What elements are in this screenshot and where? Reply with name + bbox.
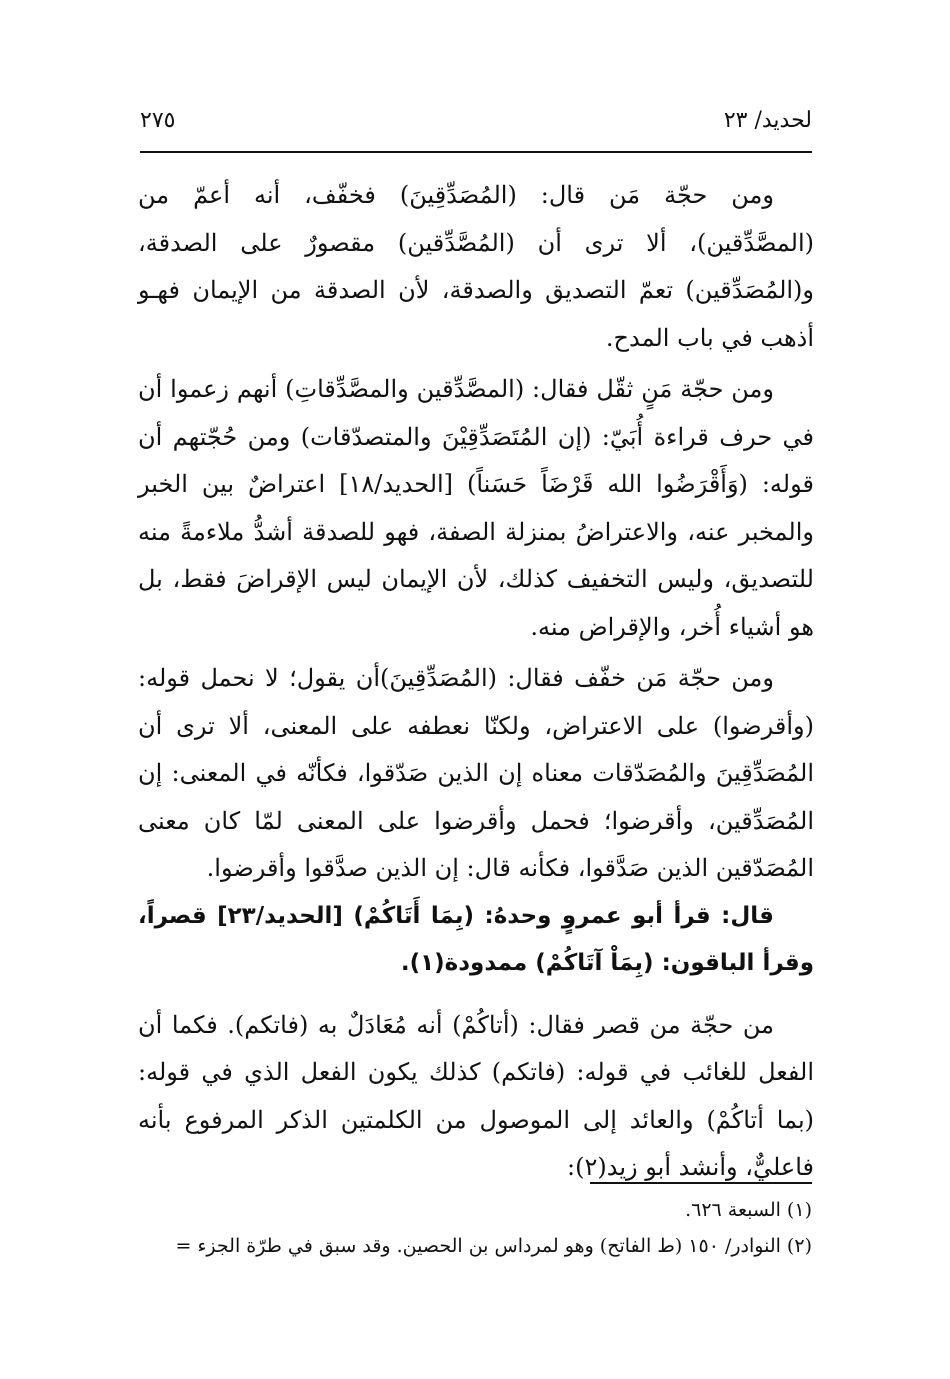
paragraph-2: ومن حجّة مَنٍ ثقّل فقال: (المصَّدِّقين والمصَّدِّقاتِ) أنهم زعموا أن في حرف قراءة أُبَيّ: (إن المُتَصَدِّقِيْنَ والمتصدّقات) ومن حُجّتهم أن قوله: (وَأَقْرَضُوا الله قَرْضَاً حَسَناً) [الحديد/١٨] اعتراضٌ بين الخبر والمخبر عنه، والاعتراضُ بمنزلة الصفة، فهو للصدقة أشدُّ ملاءمةً منه للتصديق، وليس التخفيف كذلك، لأن الإيمان ليس الإقراضَ فقط، بل هو أشياء أُخر، والإقراض منه. [138, 375, 814, 641]
footnotes [100, 1192, 812, 1264]
main-text [138, 172, 814, 1192]
bold-reading-paragraph: قال: قرأ أبو عمروٍ وحدهُ: (بِمَا أَتَاكُمْ) [الحديد/٢٣] قصراً، وقرأ الباقون: (بِمَاْ آتَاكُمْ) ممدودة(١). [138, 902, 814, 976]
footnote-2: (٢) النوادر/ ١٥٠ (ط الفاتح) وهو لمرداس بن الحصين. وقد سبق في طرّة الجزء = [175, 1235, 812, 1257]
paragraph-1: ومن حجّة مَن قال: (المُصَدِّقِينَ) فخفّف، أنه أعمّ من (المصَّدِّقين)، ألا ترى أن (المُصَّدِّقين) مقصورٌ على الصدقة، و(المُصَدِّقين) تعمّ التصديق والصدقة، لأن الصدقة من الإيمان فهـو أذهب في باب المدح. [138, 181, 814, 352]
page-header [140, 100, 812, 140]
footnote-divider [590, 1182, 812, 1184]
closing-paragraph: من حجّة من قصر فقال: (أتاكُمْ) أنه مُعَادَلٌ به (فاتكم). فكما أن الفعل للغائب في قوله: (فاتكم) كذلك يكون الفعل الذي في قوله: (بما أتاكُمْ) والعائد إلى الموصول من الكلمتين الذكر المرفوع بأنه فاعليٌّ، وأنشد أبو زيد(٢): [138, 1010, 814, 1181]
paragraph-3: ومن حجّة مَن خفّف فقال: (المُصَدِّقِينَ)أن يقول؛ لا نحمل قوله: (وأقرضوا) على الاعتراض، ولكنّا نعطفه على المعنى، ألا ترى أن المُصَدِّقِينَ والمُصَدّقات معناه إن الذين صَدّقوا، فكأنّه في المعنى: إن المُصَدِّقين، وأقرضوا؛ فحمل وأقرضوا على المعنى لمّا كان معنى المُصَدّقين الذين صَدَّقوا، فكأنه قال: إن الذين صدَّقوا وأقرضوا. [138, 664, 814, 882]
running-title: لحديد/ ٢٣ [723, 107, 812, 133]
page-number: ٢٧٥ [140, 107, 176, 133]
header-divider [140, 151, 812, 153]
footnote-1: (١) السبعة ٦٢٦. [685, 1199, 812, 1221]
